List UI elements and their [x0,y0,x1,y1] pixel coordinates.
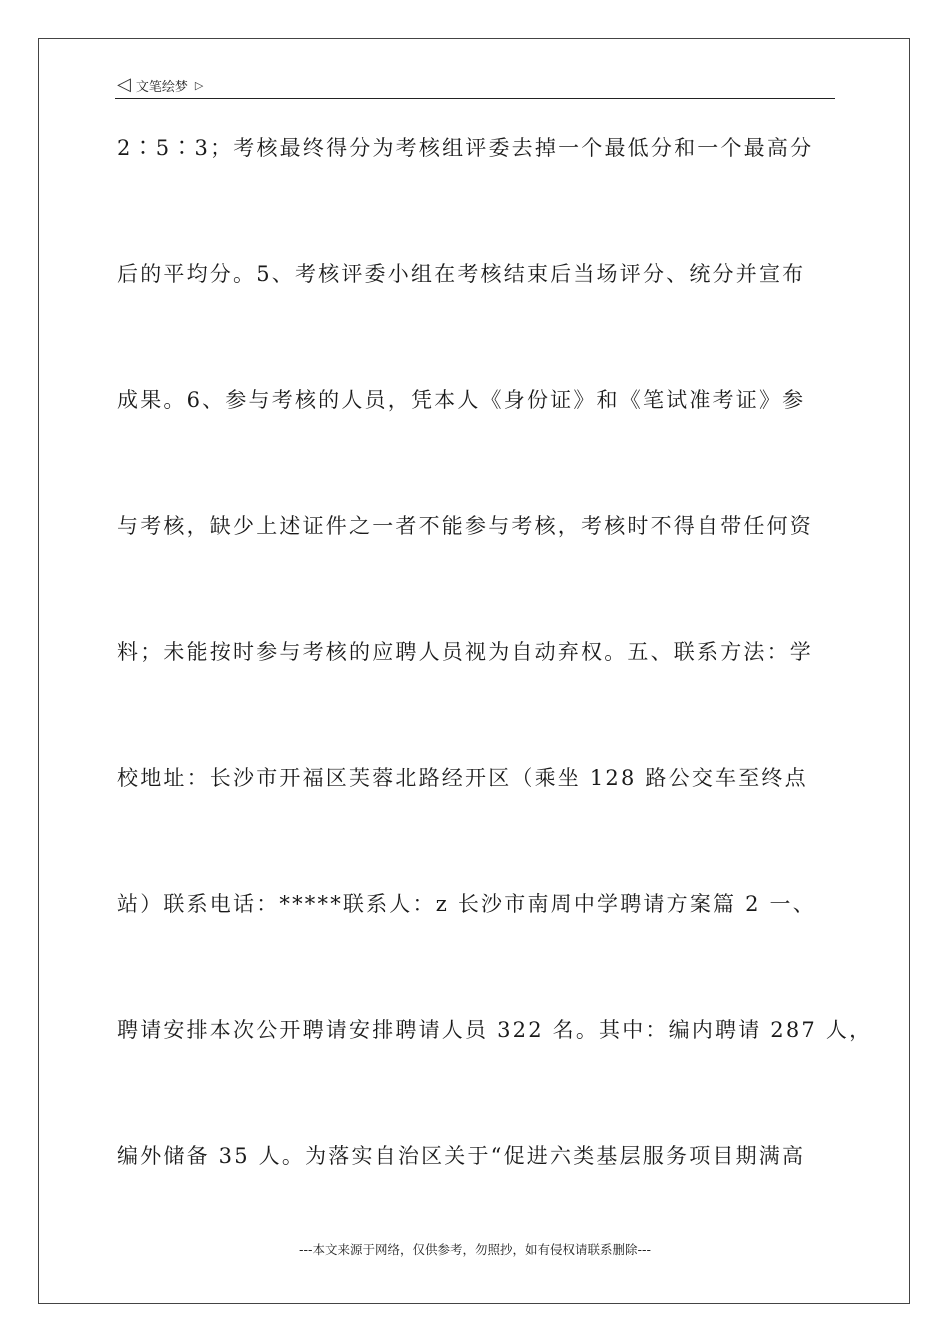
header-title: 文笔绘梦 [135,79,188,95]
footer-notice: ---本文来源于网络，仅供参考，勿照抄，如有侵权请联系删除--- [298,1242,652,1257]
document-body [117,128,873,1262]
text-line: 与考核，缺少上述证件之一者不能参与考核，考核时不得自带任何资 [117,514,813,538]
text-line: 站）联系电话：*****联系人：z 长沙市南周中学聘请方案篇 2 一、 [117,892,816,916]
text-line: 校地址：长沙市开福区芙蓉北路经开区（乘坐 128 路公交车至终点 [117,766,808,790]
text-line: 成果。6、参与考核的人员，凭本人《身份证》和《笔试准考证》参 [117,388,806,412]
text-line: 编外储备 35 人。为落实自治区关于“促进六类基层服务项目期满高 [117,1144,806,1168]
text-line: 后的平均分。5、考核评委小组在考核结束后当场评分、统分并宣布 [117,262,806,286]
text-line: 料；未能按时参与考核的应聘人员视为自动弃权。五、联系方法：学 [117,640,813,664]
triangle-right-icon: ▷ [194,78,204,92]
text-line: 2∶5∶3；考核最终得分为考核组评委去掉一个最低分和一个最高分 [117,136,814,160]
triangle-left-icon: ◁ [117,74,131,95]
text-line: 聘请安排本次公开聘请安排聘请人员 322 名。其中：编内聘请 287 人， [117,1018,873,1042]
header-divider [115,98,835,99]
page-header [117,74,203,96]
